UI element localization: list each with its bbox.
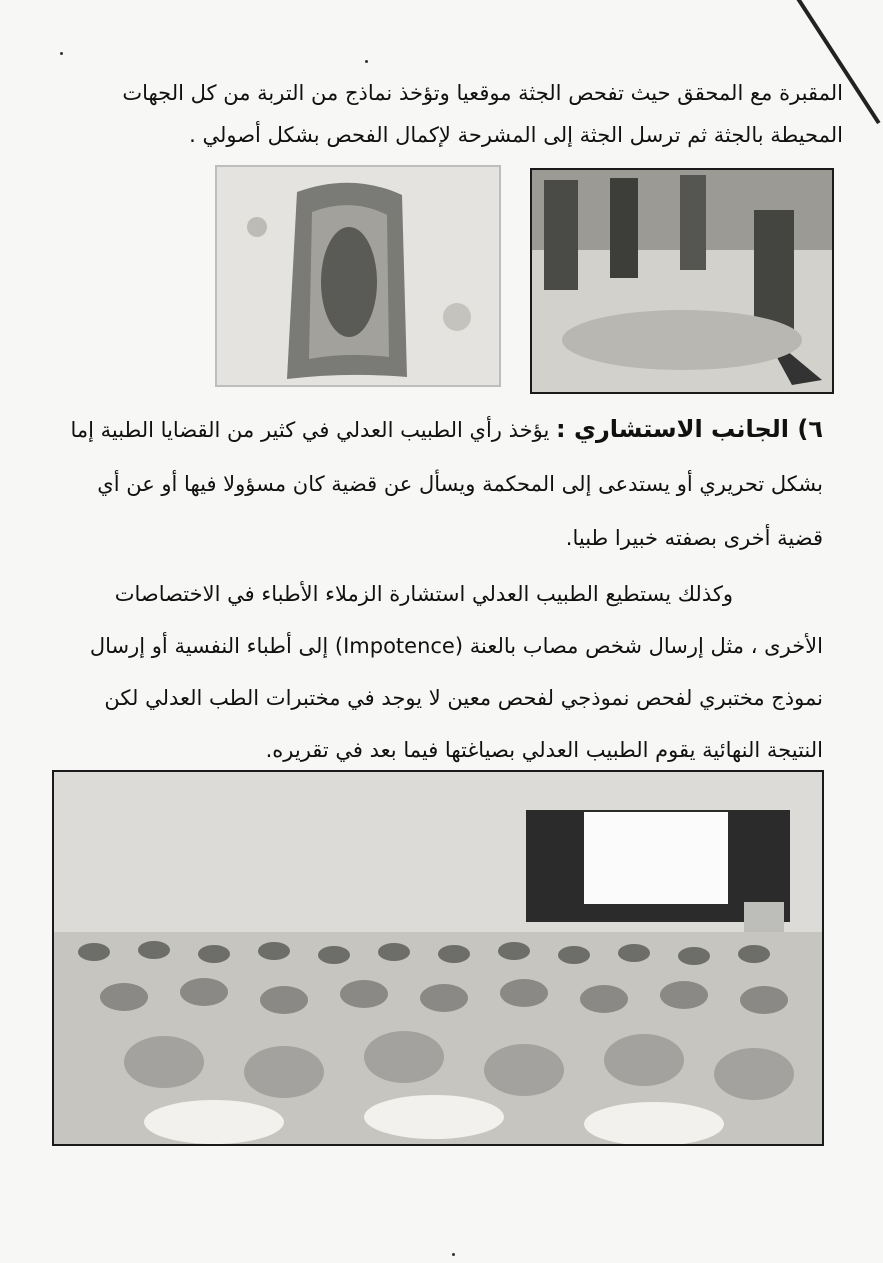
paragraph-cemetery-exam: المقبرة مع المحقق حيث تفحص الجثة موقعيا وتؤخذ نماذج من التربة من كل الجهات المحيطة بالجثة ثم ترسل الجثة إلى المشرحة لإكمال الفحص بشكل أصولي . (122, 81, 843, 147)
scan-speck (452, 1253, 455, 1256)
section-advisory (60, 402, 823, 565)
lecture-hall-photo (52, 770, 824, 1146)
paragraph-consultation (60, 568, 823, 776)
section-body: يؤخذ رأي الطبيب العدلي في كثير من القضايا الطبية إما بشكل تحريري أو يستدعى إلى المحكمة ويسأل عن قضية كان مسؤولا فيها أو عن أي قضية أخرى بصفته خبيرا طبيا. (70, 418, 823, 550)
paragraph-consultation-part1: وكذلك يستطيع الطبيب العدلي استشارة الزملاء الأطباء في الاختصاصات الأخرى ، مثل إرسال شخص مصاب بالعنة (114, 582, 823, 658)
section-heading: ٦) الجانب الاستشاري : (556, 415, 823, 443)
scan-speck (365, 60, 368, 63)
paragraph-consultation-part2: إلى أطباء النفسية أو إرسال نموذج مختبري لفحص نموذجي لفحص معين لا يوجد في مختبرات الطب العدلي لكن النتيجة النهائية يقوم الطبيب العدلي بصياغتها فيما بعد في تقريره. (89, 634, 823, 762)
scan-speck (60, 52, 63, 55)
grave-excavation-photo (215, 165, 501, 387)
latin-term: (Impotence) (334, 634, 464, 658)
field-investigators-photo (530, 168, 834, 394)
